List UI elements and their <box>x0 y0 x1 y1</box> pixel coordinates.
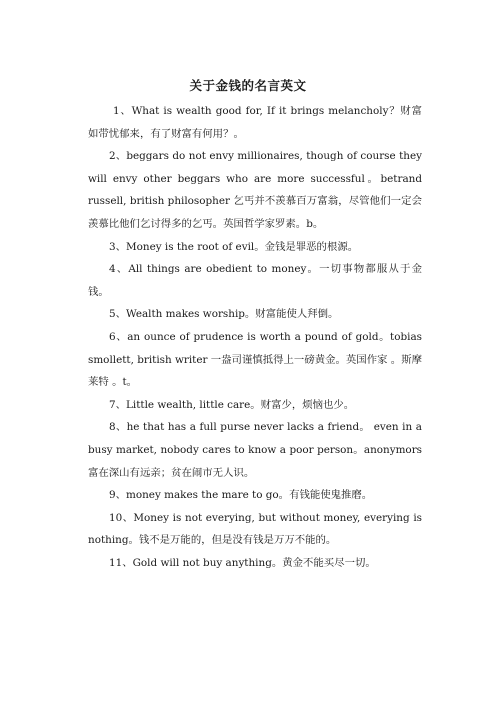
quote-paragraph-7: 7、Little wealth, little care。财富少，烦恼也少。 <box>109 398 355 411</box>
quote-paragraph-4: 4、All things are obedient to money。一切事物都服从于金钱。 <box>88 263 422 298</box>
quote-paragraph-3: 3、Money is the root of evil。金钱是罪恶的根源。 <box>109 240 359 253</box>
quote-paragraph-2: 2、beggars do not envy millionaires, though of course they will envy other beggars who are more successful。betrand russell, british philosopher 乞丐并不羡慕百万富翁，尽管他们一定会羡慕比他们乞讨得多的乞丐。英国哲学家罗素。b。 <box>88 150 422 230</box>
quote-paragraph-9: 9、money makes the mare to go。有钱能使鬼推磨。 <box>109 489 373 502</box>
quote-paragraph-1: 1、What is wealth good for, If it brings melancholy？财富如带忧郁来，有了财富有何用？。 <box>88 105 422 140</box>
quote-paragraph-10: 10、Money is not everying, but without money, everying is nothing。钱不是万能的，但是没有钱是万万不能的。 <box>88 511 422 547</box>
quote-paragraph-11: 11、Gold will not buy anything。黄金不能买尽一切。 <box>109 556 376 569</box>
quote-paragraph-5: 5、Wealth makes worship。财富能使人拜倒。 <box>109 308 339 321</box>
quote-paragraph-6: 6、an ounce of prudence is worth a pound of gold。tobias smollett, british writer 一盎司谨慎抵得上一磅黄金。英国作家 。斯摩莱特 。t。 <box>88 330 422 389</box>
document-body <box>88 100 422 574</box>
document-title: 关于金钱的名言英文 <box>189 78 307 93</box>
quote-paragraph-8: 8、he that has a full purse never lacks a friend。 even in a busy market, nobody cares to know a poor person。anonymors 富在深山有远亲；贫在闹市无人识。 <box>88 421 422 479</box>
